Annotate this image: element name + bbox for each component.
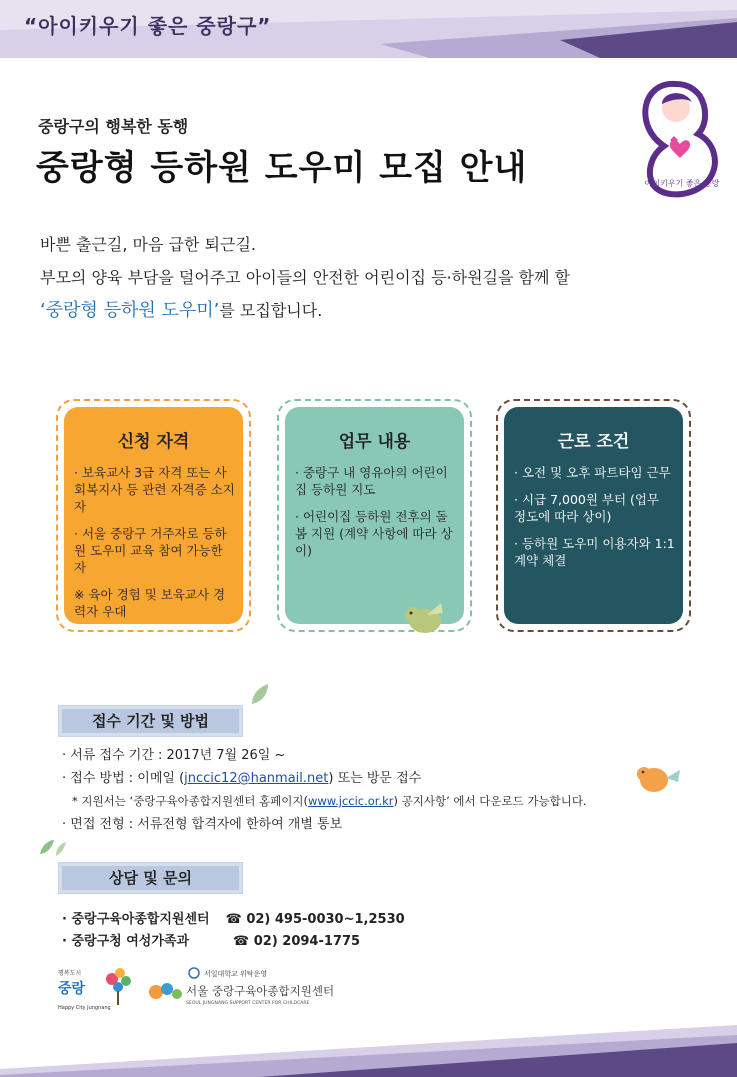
application-details [62, 744, 587, 836]
card-title: 근로 조건 [557, 432, 630, 452]
center-en-name: SEOUL JUNGNANG SUPPORT CENTER FOR CHILDCARE [186, 1001, 310, 1006]
intro-line-1: 바쁜 출근길, 마음 급한 퇴근길. [40, 235, 256, 254]
phone-number: ☎ 02) 2094-1775 [233, 934, 361, 949]
phone-number: ☎ 02) 495-0030~1,2530 [225, 912, 405, 927]
jungnang-mother-logo [636, 74, 728, 200]
intro-line-2: 부모의 양육 부담을 덜어주고 아이들의 안전한 어린이집 등·하원길을 함께 할 [40, 268, 570, 287]
bird-icon [632, 758, 684, 798]
card-duties [277, 399, 472, 632]
application-note: * 지원서는 ‘중랑구육아종합지원센터 홈페이지(www.jccic.or.kr) 공지사항’ 에서 다운로드 가능합니다. [72, 794, 587, 808]
contact-row: · 중랑구청 여성가족과 ☎ 02) 2094-1775 [62, 931, 405, 953]
jungnang-city-logo [54, 965, 142, 1015]
logo-small-text: 행복도시 [58, 970, 82, 977]
card-item: · 서울 중랑구 거주자로 등하원 도우미 교육 참여 가능한 자 [74, 526, 227, 575]
bird-icon [397, 597, 457, 637]
intro-text [40, 228, 570, 327]
website-link[interactable]: www.jccic.or.kr [307, 794, 394, 808]
interview-info: · 면접 전형 : 서류전형 합격자에 한하여 개별 통보 [62, 817, 343, 832]
logo-caption: 아이키우기 좋은 중랑 [644, 179, 720, 188]
center-name: 서울 중랑구육아종합지원센터 [186, 984, 335, 998]
email-link[interactable]: jnccic12@hanmail.net [184, 771, 329, 786]
center-operator-text: 서일대학교 위탁운영 [204, 970, 268, 978]
card-title: 신청 자격 [117, 432, 190, 452]
card-item: · 등하원 도우미 이용자와 1:1 계약 체결 [514, 536, 675, 568]
card-item: · 시급 7,000원 부터 (업무 정도에 따라 상이) [514, 492, 660, 524]
application-method: · 접수 방법 : 이메일 (jnccic12@hanmail.net) 또는 방문 접수 [62, 771, 422, 786]
inquiry-section-label: 상담 및 문의 [58, 862, 243, 894]
intro-line-3-suffix: 를 모집합니다. [219, 301, 323, 320]
page-title: 중랑형 등하원 도우미 모집 안내 [36, 148, 528, 188]
card-conditions [496, 399, 691, 632]
application-section-label: 접수 기간 및 방법 [58, 705, 243, 737]
card-title: 업무 내용 [338, 432, 411, 452]
logo-en-text: Happy City Jungnang [58, 1005, 111, 1011]
leaf-icon [38, 836, 68, 858]
card-note: ※ 육아 경험 및 보육교사 경력자 우대 [74, 587, 226, 619]
logo-main-text: 중랑 [58, 981, 86, 997]
childcare-center-logo [146, 965, 356, 1009]
bottom-banner [0, 1017, 737, 1077]
application-period: · 서류 접수 기간 : 2017년 7월 26일 ~ [62, 748, 286, 763]
card-item: · 어린이집 등하원 전후의 돌봄 지원 (계약 사항에 따라 상이) [295, 509, 453, 558]
slogan: “아이키우기 좋은 중랑구” [24, 14, 272, 38]
intro-line-3 [40, 294, 570, 327]
leaf-icon [248, 682, 272, 708]
card-item: · 오전 및 오후 파트타임 근무 [514, 465, 671, 480]
contact-list [62, 909, 405, 953]
contact-row: · 중랑구육아종합지원센터 ☎ 02) 495-0030~1,2530 [62, 909, 405, 931]
card-eligibility [56, 399, 251, 632]
subtitle: 중랑구의 행복한 동행 [38, 117, 189, 136]
intro-highlight: ‘중랑형 등하원 도우미’ [40, 300, 220, 321]
card-item: · 보육교사 3급 자격 또는 사회복지사 등 관련 자격증 소지자 [74, 465, 235, 514]
card-item: · 중랑구 내 영유아의 어린이집 등하원 지도 [295, 465, 448, 497]
